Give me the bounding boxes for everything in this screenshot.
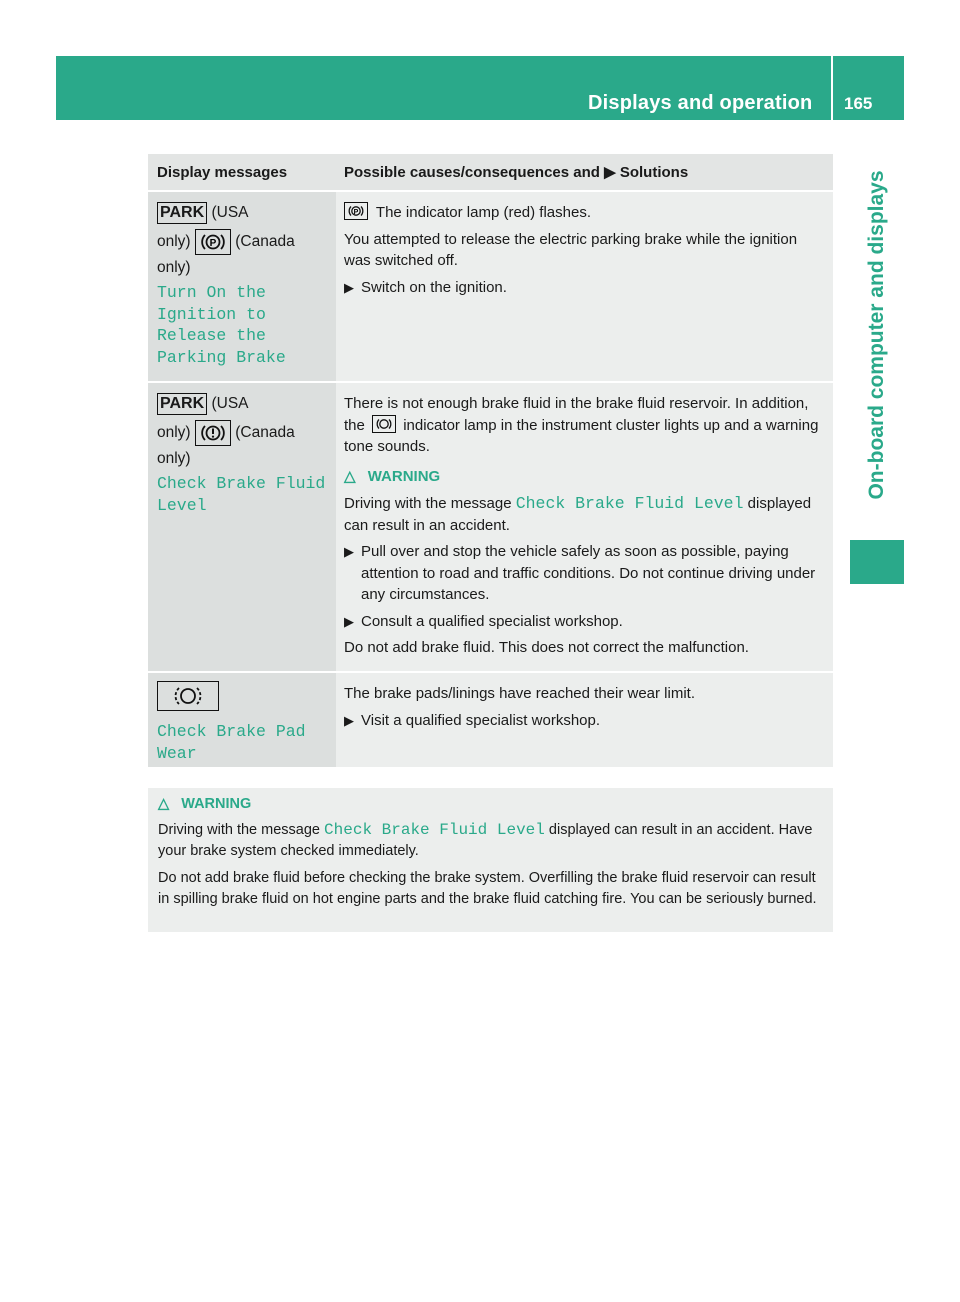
solution-step [344,277,825,299]
warning-label: WARNING [367,467,441,485]
warning-text [344,493,825,536]
solution-cell [336,192,833,381]
warning-label: WARNING [181,796,252,812]
note-text: Do not add brake fluid. This does not correct the malfunction. [344,639,749,656]
solution-step [344,611,825,633]
brake-lamp-icon [372,415,396,433]
display-message-text: Check Brake Pad Wear [157,722,306,763]
only-label: only) [157,259,191,276]
table-row [148,381,833,671]
cause-text: You attempted to release the electric parking brake while the ignition was switched off. [344,230,798,269]
warning-text-pre: Driving with the message [158,821,320,838]
warning-text-pre: Driving with the message [344,495,512,512]
page-number: 165 [844,94,873,113]
warning-heading [158,794,825,816]
only-label: only) [157,233,191,251]
header-divider [831,56,833,120]
lamp-status-text: The indicator lamp (red) flashes. [375,204,591,221]
cause-text: The brake pads/linings have reached their wear limit. [344,685,696,702]
warning-triangle-icon: △ [158,796,170,812]
page-title: Displays and operation [588,92,813,114]
display-message-cell [148,192,336,381]
display-message-cell [148,383,336,671]
warning-text-post: displayed can result in an accident. [344,495,812,534]
brake-warning-icon [195,420,231,446]
display-messages-table [148,154,833,767]
cause-text: There is not enough brake fluid in the brake fluid reservoir. In addition, the [344,395,809,434]
only-label: only) [157,450,191,467]
svg-text:P: P [209,238,217,249]
cause-text-continued: indicator lamp in the instrument cluster lights up and a warning tone sounds. [344,416,819,455]
display-message-text: Turn On the Ignition to Release the Parking Brake [157,283,286,367]
display-message-text: Check Brake Fluid Level [157,474,326,515]
step-arrow-icon: ▶ [344,544,354,559]
usa-label: (USA [211,204,249,221]
col-header-solutions-label: Solutions [619,164,689,181]
warning-heading [344,466,825,488]
step-text: Consult a qualified specialist workshop. [361,612,623,630]
only-label: only) [157,424,191,442]
col-header-solutions [336,163,688,181]
parking-brake-lamp-icon [344,202,368,220]
warning-paragraph [158,820,825,863]
warning-text-post: displayed can result in an accident. Have your brake system checked immediately. [158,821,813,859]
step-arrow-icon: ▶ [344,279,354,295]
step-text: Pull over and stop the vehicle safely as soon as possible, paying attention to road and traffic conditions. Do not continue driving under any circumstances. [361,543,816,603]
display-message-cell [148,673,336,767]
col-header-display-messages: Display messages [157,163,288,181]
brake-pad-wear-icon [157,681,219,711]
usa-label: (USA [211,395,249,412]
canada-label: (Canada [235,233,295,251]
step-arrow-icon: ▶ [344,712,354,728]
solution-step [344,710,825,732]
parking-brake-icon [195,229,231,255]
warning-triangle-icon: △ [344,467,356,485]
solution-step [344,541,825,606]
side-tab-marker [850,540,904,584]
warning-paragraph: Do not add brake fluid before checking the brake system. Overfilling the brake fluid reservoir can result in spilling brake fluid on hot engine parts and the brake fluid catching fire. You can be seriously burned. [158,869,817,907]
step-text: Visit a qualified specialist workshop. [361,711,601,729]
warning-box [148,788,833,932]
park-badge: PARK [157,202,207,224]
table-row [148,671,833,767]
park-badge: PARK [157,393,207,415]
warning-message-ref: Check Brake Fluid Level [515,494,744,513]
solution-cell [336,383,833,671]
side-tab-label: On-board computer and displays [865,170,888,500]
step-arrow-icon: ▶ [344,613,354,629]
canada-label: (Canada [235,424,295,442]
solution-cell [336,673,833,767]
svg-text:P: P [353,208,359,216]
warning-message-ref: Check Brake Fluid Level [324,820,545,839]
step-text: Switch on the ignition. [361,278,507,296]
table-header [148,154,833,190]
col-header-causes: Possible causes/consequences and [344,164,600,181]
table-row [148,190,833,381]
triangle-right-icon: ▶ [604,164,616,181]
